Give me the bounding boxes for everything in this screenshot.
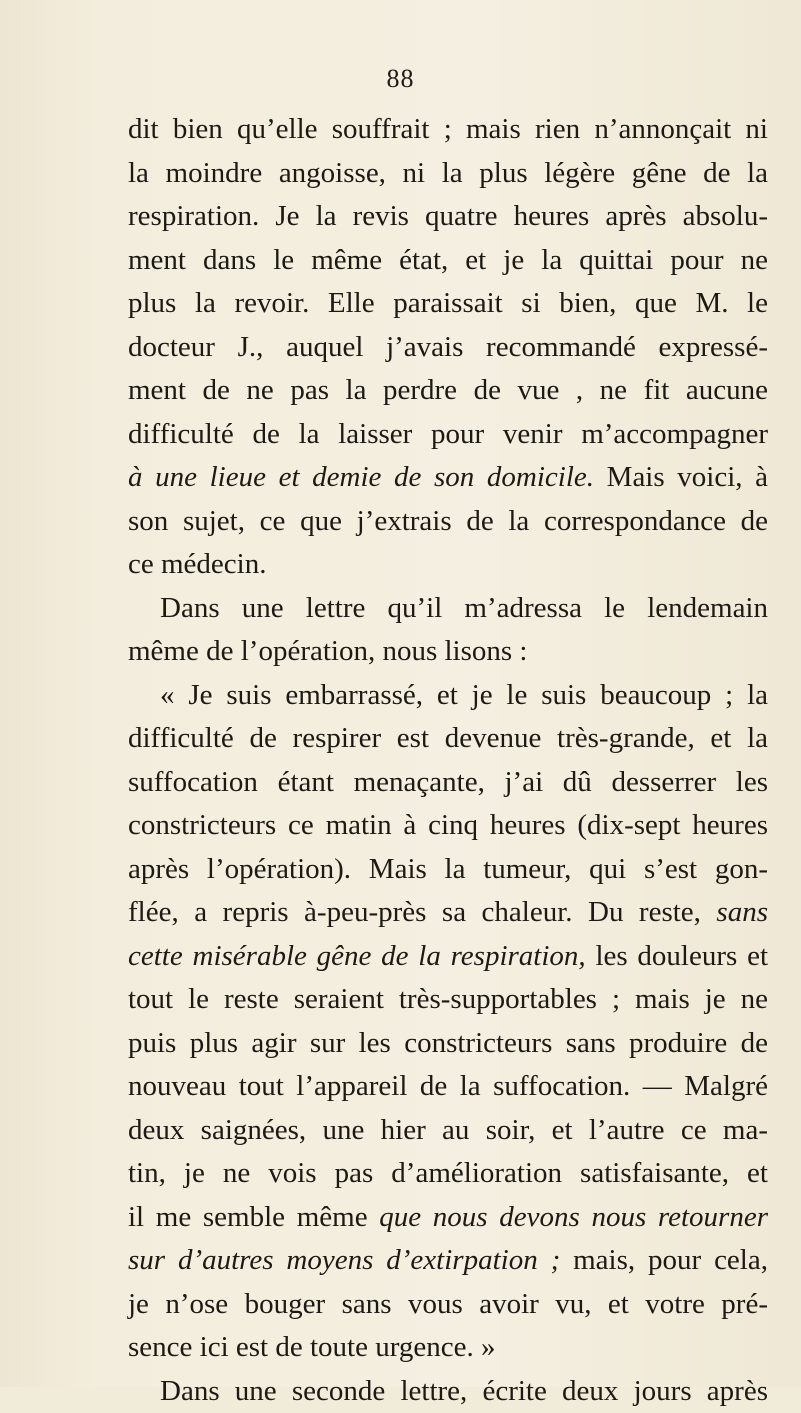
text-line: cette misérable gêne de la respiration, les douleurs et [128,935,768,979]
text-line: suffocation étant menaçante, j’ai dû desserrer les [128,761,768,805]
text-line: Dans une seconde lettre, écrite deux jours après [128,1370,768,1413]
text-line: respiration. Je la revis quatre heures après absolu- [128,195,768,239]
text-line: sence ici est de toute urgence. » [128,1326,768,1370]
italic-text: sans [716,896,768,928]
text-line: après l’opération). Mais la tumeur, qui s’est gon- [128,848,768,892]
text-line: docteur J., auquel j’avais recommandé expressé- [128,326,768,370]
text-line: constricteurs ce matin à cinq heures (dix-sept heures [128,804,768,848]
page-number: 88 [0,64,801,94]
text-line: difficulté de respirer est devenue très-grande, et la [128,717,768,761]
text-line: même de l’opération, nous lisons : [128,630,768,674]
text-line: ment dans le même état, et je la quittai pour ne [128,239,768,283]
italic-text: que nous devons nous retourner [379,1201,768,1233]
text-line: dit bien qu’elle souffrait ; mais rien n’annonçait ni [128,108,768,152]
text-line: Dans une lettre qu’il m’adressa le lendemain [128,587,768,631]
text-line: « Je suis embarrassé, et je le suis beaucoup ; la [128,674,768,718]
body-text [128,108,768,1413]
text-line: ment de ne pas la perdre de vue , ne fit aucune [128,369,768,413]
text-line: tin, je ne vois pas d’amélioration satisfaisante, et [128,1152,768,1196]
text-line: il me semble même que nous devons nous retourner [128,1196,768,1240]
text-line: tout le reste seraient très-supportables ; mais je ne [128,978,768,1022]
text-line: deux saignées, une hier au soir, et l’autre ce ma- [128,1109,768,1153]
text-line: la moindre angoisse, ni la plus légère gêne de la [128,152,768,196]
text-line: flée, a repris à-peu-près sa chaleur. Du reste, sans [128,891,768,935]
italic-text: sur d’autres moyens d’extirpation ; [128,1244,560,1276]
text-line: plus la revoir. Elle paraissait si bien, que M. le [128,282,768,326]
text-line: puis plus agir sur les constricteurs sans produire de [128,1022,768,1066]
text-line: nouveau tout l’appareil de la suffocation. — Malgré [128,1065,768,1109]
italic-text: à une lieue et demie de son domicile. [128,461,594,493]
text-line: à une lieue et demie de son domicile. Mais voici, à [128,456,768,500]
italic-text: cette misérable gêne de la respiration, [128,940,586,972]
text-line: sur d’autres moyens d’extirpation ; mais, pour cela, [128,1239,768,1283]
text-line: ce médecin. [128,543,768,587]
text-line: je n’ose bouger sans vous avoir vu, et votre pré- [128,1283,768,1327]
text-line: son sujet, ce que j’extrais de la correspondance de [128,500,768,544]
text-line: difficulté de la laisser pour venir m’accompagner [128,413,768,457]
